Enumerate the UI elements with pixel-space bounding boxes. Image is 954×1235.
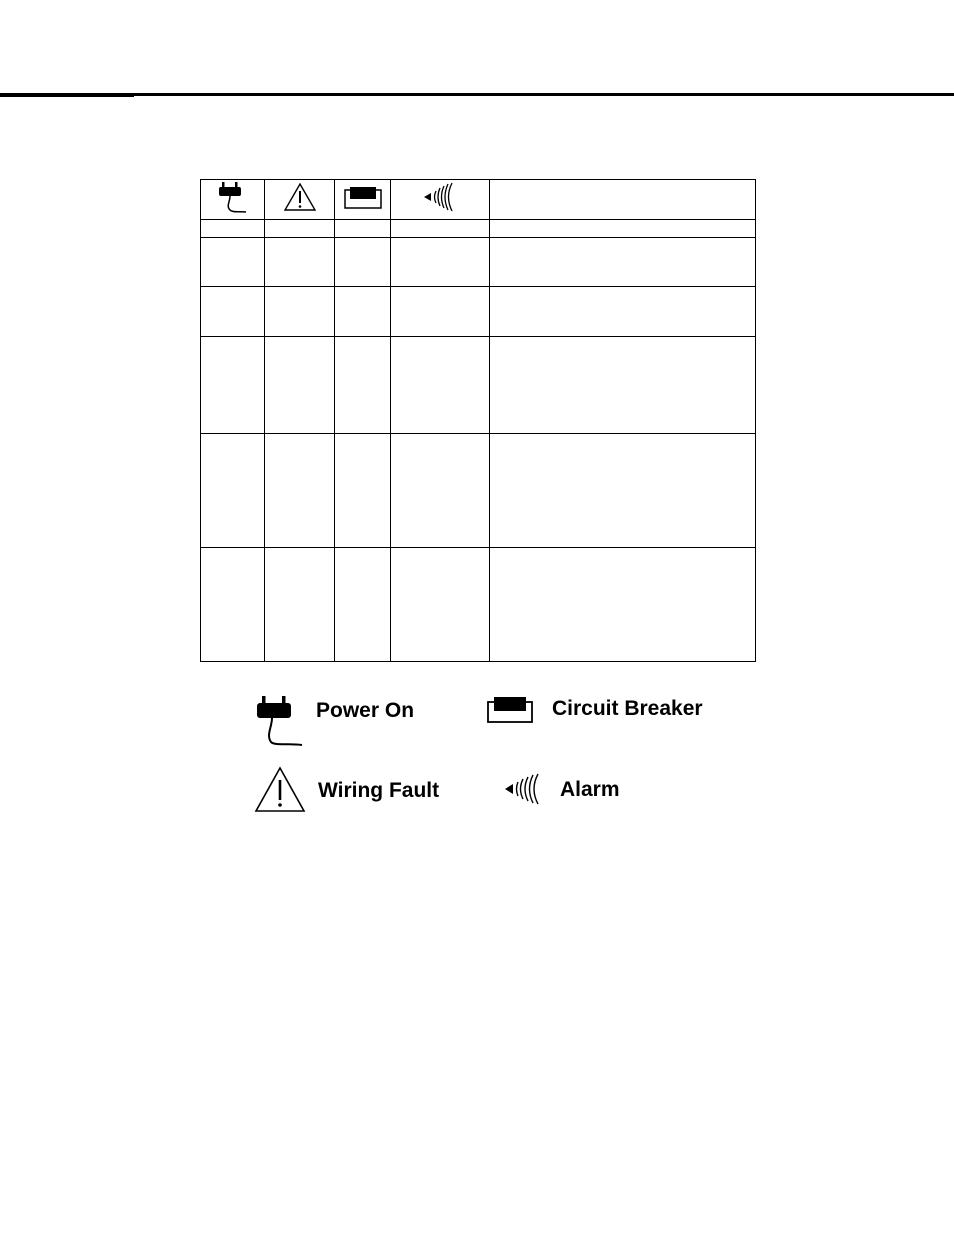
legend-label-circuit-breaker: Circuit Breaker	[552, 697, 703, 720]
alarm-sound-icon	[503, 772, 543, 806]
legend-label-alarm: Alarm	[560, 778, 620, 801]
warning-triangle-icon	[254, 766, 306, 814]
circuit-breaker-icon	[486, 694, 534, 724]
legend-label-power-on: Power On	[316, 699, 415, 722]
power-plug-icon	[252, 693, 308, 749]
legend-label-wiring-fault: Wiring Fault	[318, 779, 440, 802]
